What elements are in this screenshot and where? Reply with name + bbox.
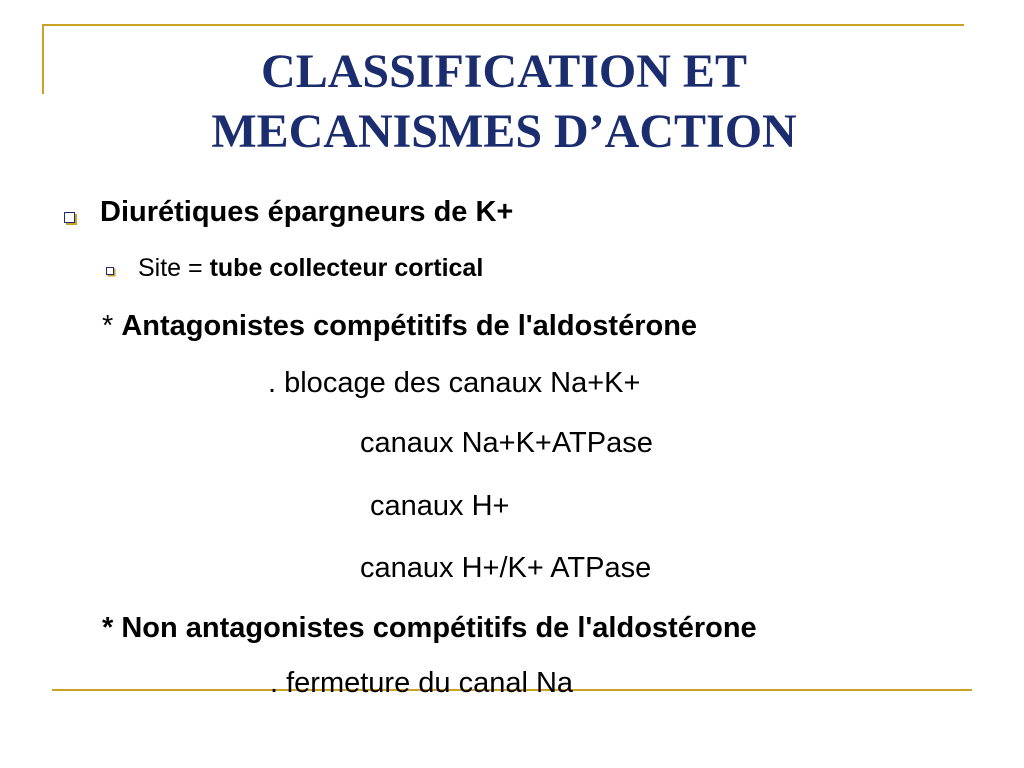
antagonists-star: * <box>102 310 122 342</box>
square-bullet-icon <box>106 267 114 275</box>
site-line <box>138 254 483 283</box>
non-antagonists-line: * Non antagonistes compétitifs de l'aldostérone <box>102 612 757 644</box>
square-bullet-icon <box>64 212 75 223</box>
mechanism-line-1: . blocage des canaux Na+K+ <box>268 367 641 399</box>
slide-title-line-2: MECANISMES D’ACTION <box>211 105 797 158</box>
slide-title-line-1: CLASSIFICATION ET <box>261 45 747 98</box>
site-value: tube collecteur cortical <box>209 254 484 282</box>
heading-diuretics: Diurétiques épargneurs de K+ <box>100 196 514 228</box>
top-frame-line <box>42 24 964 26</box>
slide-title <box>44 42 964 162</box>
site-prefix: Site = <box>138 254 210 282</box>
mechanism-line-4: canaux H+/K+ ATPase <box>360 552 652 584</box>
mechanism-line-2: canaux Na+K+ATPase <box>360 427 653 459</box>
mechanism-line-3: canaux H+ <box>370 490 510 522</box>
antagonists-line <box>102 310 697 343</box>
non-antagonists-mechanism: . fermeture du canal Na <box>270 667 574 699</box>
antagonists-label: Antagonistes compétitifs de l'aldostérone <box>121 310 698 342</box>
